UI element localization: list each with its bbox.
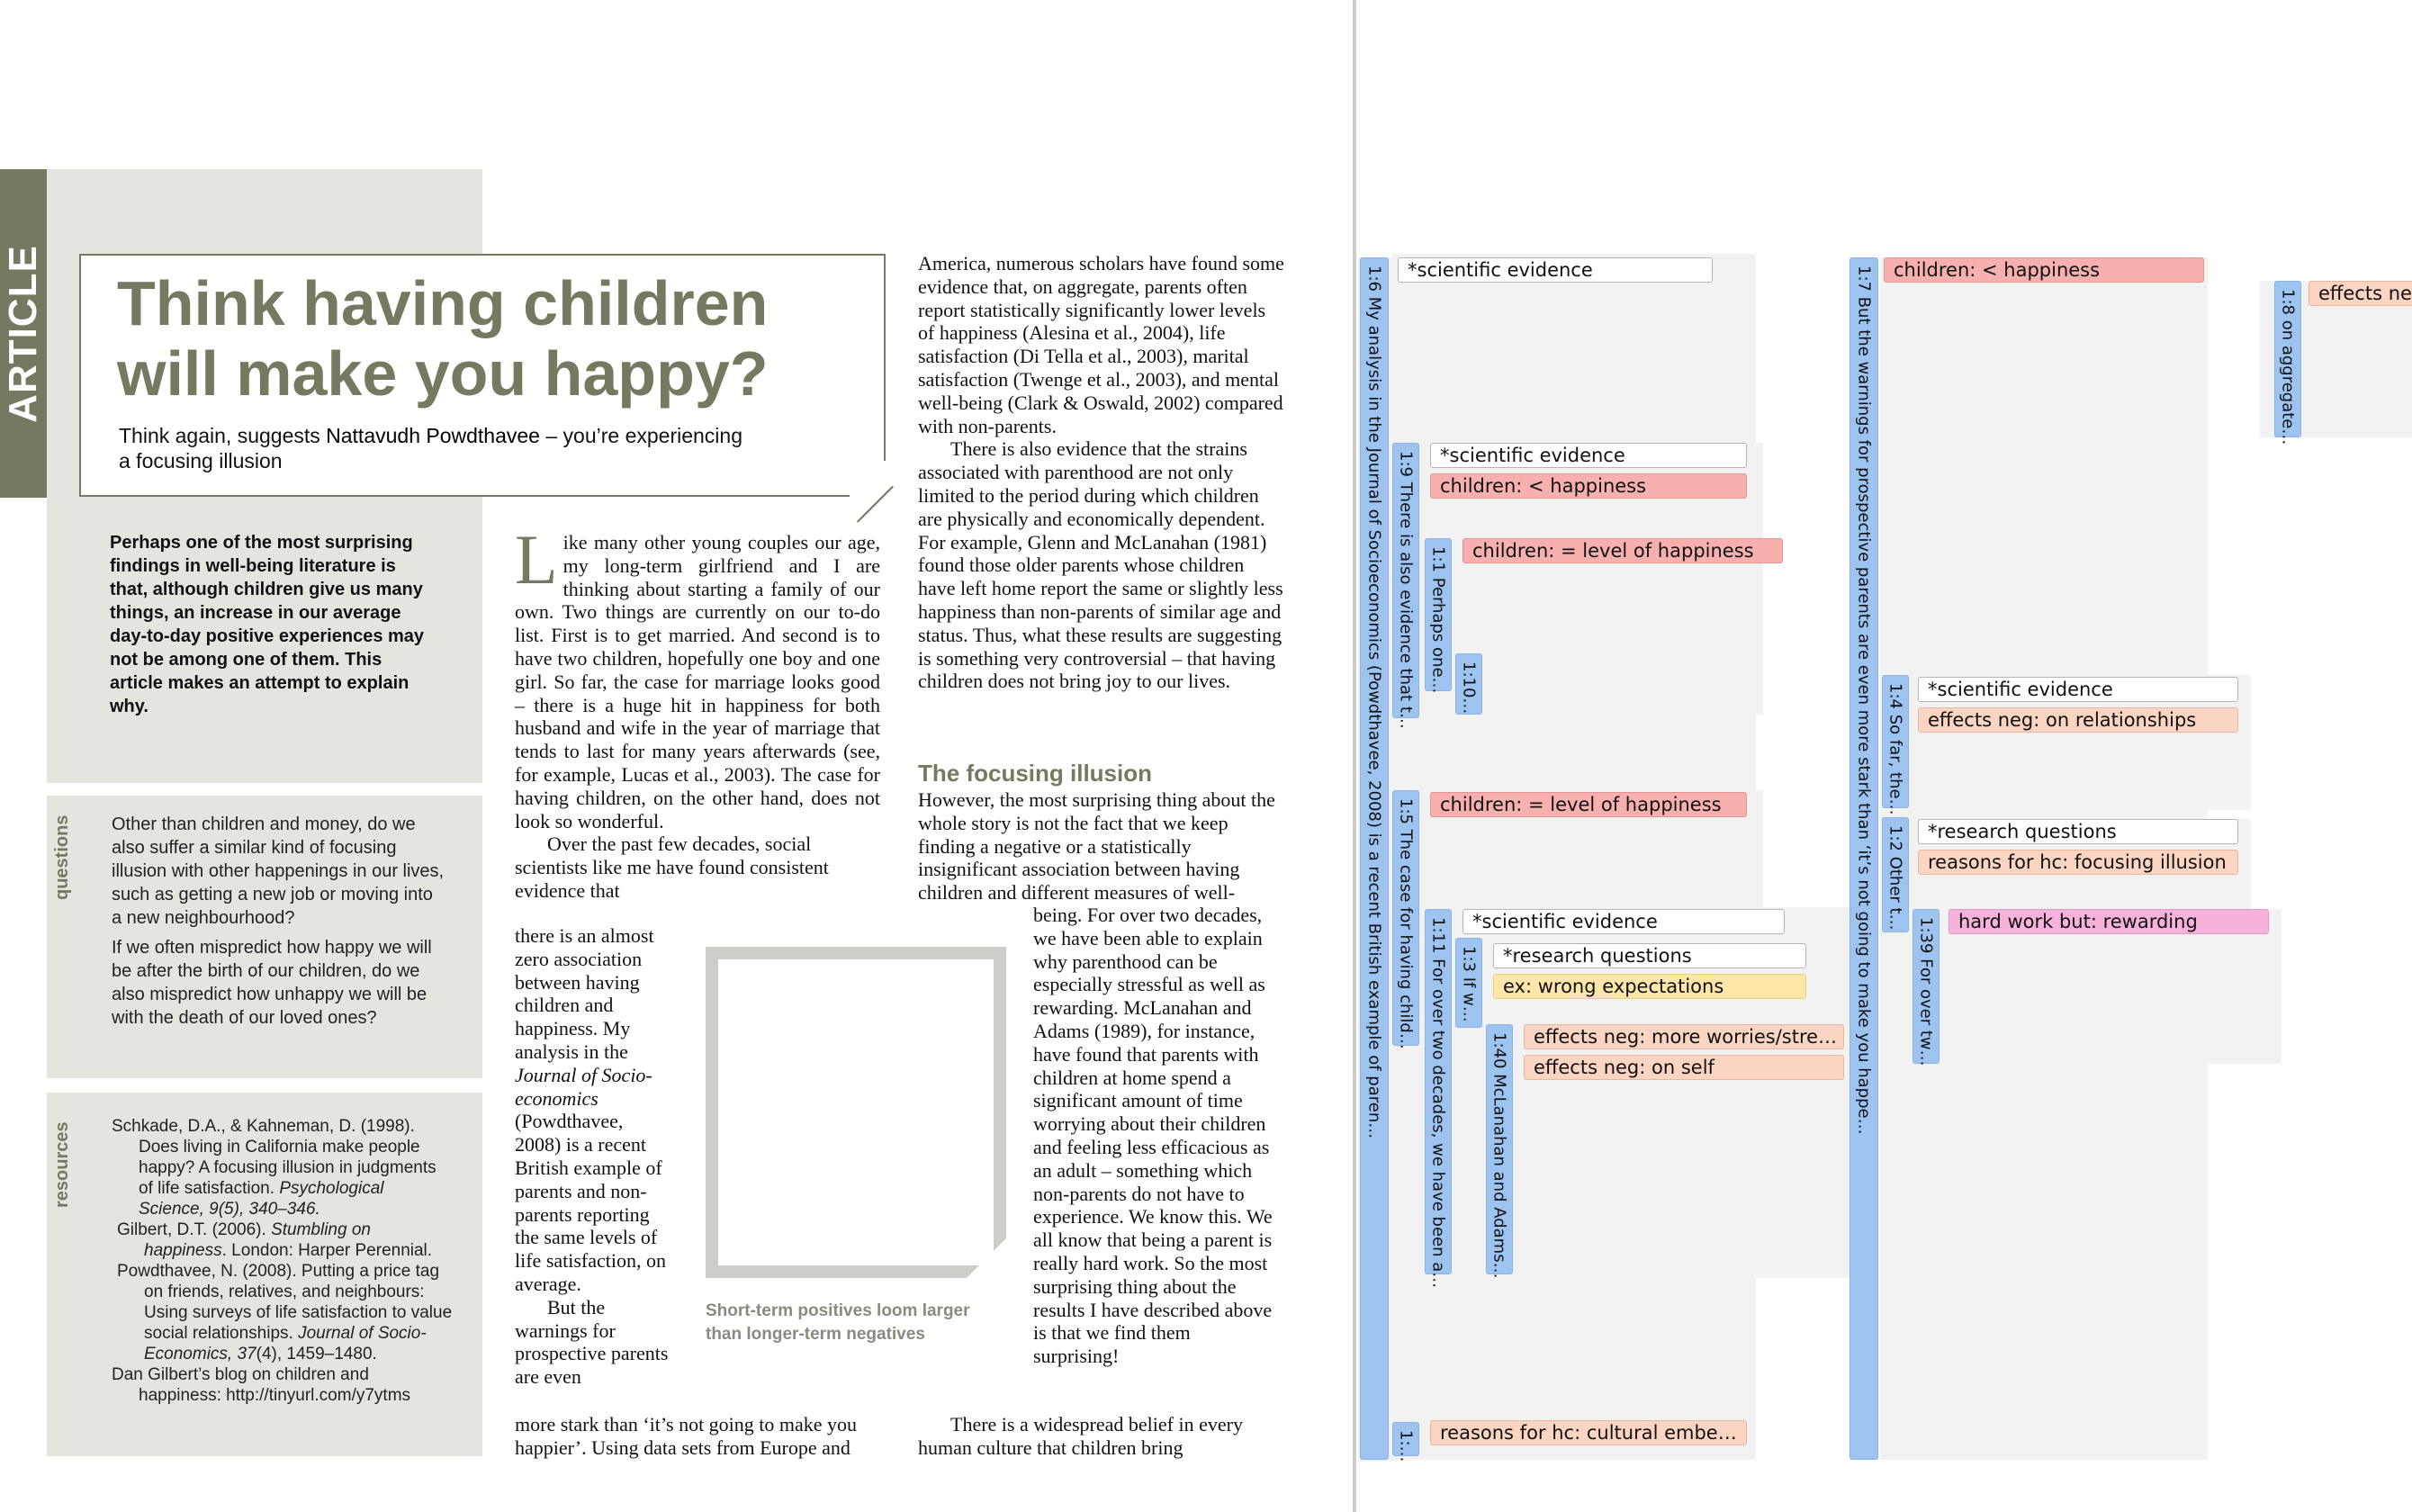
quote-label: 1:6 My analysis in the Journal of Socioeconomics (Powdthavee, 2008) is a recent British example of paren… [1364,266,1384,1139]
quote-label: 1:8 on aggregate… [2278,289,2298,446]
resource-4: Dan Gilbert’s blog on children and happiness: http://tinyurl.com/y7ytms [112,1365,411,1405]
article-subtitle [119,423,749,473]
code-tag[interactable]: children: = level of happiness [1462,538,1783,563]
intro-text: Perhaps one of the most surprising findings in well-being literature is that, although children give us many things, an increase in our average day-to-day positive experiences may not be among one of them. This article makes an attempt to explain why. [110,533,425,716]
column-1-bottom: more stark than ‘it’s not going to make you happier’. Using data sets from Europe and [515,1413,858,1459]
illustration-frame [706,947,1006,1278]
resource-3 [117,1261,454,1364]
quote-bar-1-11[interactable] [1425,909,1452,1289]
quote-label: 1:9 There is also evidence that t… [1396,451,1416,729]
resources-list [112,1116,454,1406]
resources-label: resources [52,1121,72,1208]
column-2-top [918,252,1285,693]
quote-label: 1:1 Perhaps one… [1428,546,1448,694]
code-tag[interactable]: *research questions [1918,819,2238,844]
quote-bar-1-39[interactable] [1912,909,1940,1064]
code-tag[interactable]: *scientific evidence [1462,909,1785,934]
article-tab-label: ARTICLE [1,244,45,423]
question-1: Other than children and money, do we also suffer a similar kind of focusing illusion with other happenings in our lives, such as getting a new job or moving into a new neighbourhood? [112,814,445,928]
resource-3-pages: (4), 1459–1480. [256,1345,377,1364]
column-1-narrow [515,924,673,1389]
resource-3-text: Powdthavee, N. (2008). Putting a price tag on friends, relatives, and neighbours: Using surveys of life satisfaction to value social relationships. [117,1262,453,1343]
code-tag[interactable]: children: < happiness [1884,257,2204,283]
column-2-narrow: being. For over two decades, we have been able to explain why parenthood can be especially stressful as well as rewarding. McLanahan and Adams (1989), for instance, have found that parents with children at home spend a significant amount of time worrying about their children and feeling less efficacious as an adult – something which non-parents do not have to experience. We know this. We all know that being a parent is really hard work. So the most surprising thing about the results I have described above is that we find them surprising! [1033,904,1273,1368]
quote-bar-1-1[interactable] [1425,538,1452,694]
resource-2-author: Gilbert, D.T. (2006). [117,1220,272,1239]
subtitle-pre: Think again, suggests [119,424,327,447]
quote-label: 1:10… [1459,662,1479,715]
quote-bar-1-6[interactable] [1360,257,1389,1460]
quote-label: 1:39 For over tw… [1916,917,1936,1066]
col1-narrow-text-3: But the warnings for prospective parents are even [515,1295,669,1389]
quote-label: 1:… [1396,1430,1416,1462]
subtitle-author: Nattavudh Powdthavee [326,424,540,447]
code-tag[interactable]: hard work but: rewarding [1948,909,2269,934]
resource-2-title: Stumbling on happiness [144,1220,371,1260]
title-line-1: Think having children [117,268,769,338]
code-tag[interactable]: effects ne [2308,281,2412,306]
quote-bar-1-3[interactable] [1455,938,1482,1028]
code-tag[interactable]: effects neg: on relationships [1918,707,2238,733]
article-title [117,268,855,409]
col2-para2: There is also evidence that the strains associated with parenthood are not only limited to the period during which children are physically and economically dependent. For example, Glenn and McLanahan (1981) found those older parents whose children have left home report the same or slightly less happiness than non-parents of similar age and status. Thus, what these results are suggesting is something very controversial – that having children does not bring joy to our lives. [918,437,1283,693]
title-line-2: will make you happy? [117,338,769,409]
quote-label: 1:7 But the warnings for prospective parents are even more stark than ‘it’s not going to make you happe… [1854,266,1874,1135]
code-tag[interactable]: ex: wrong expectations [1493,974,1806,999]
col1-para1: ike many other young couples our age, my long-term girlfriend and I are thinking about starting a family of our own. Two things are currently on our to-do list. First is to get married. And second is to have two children, hopefully one boy and one girl. So far, the case for marriage looks good – there is a huge hit in happiness for both husband and wife in the year of marriage that tends to last for many years afterwards (see, for example, Lucas et al., 2003). The case for having children, on the other hand, does not look so wonderful. [515,531,880,832]
code-tag[interactable]: *scientific evidence [1918,677,2238,702]
figure-caption: Short-term positives loom larger than longer-term negatives [706,1301,970,1344]
question-2: If we often mispredict how happy we will be after the birth of our children, do we also mispredict how unhappy we will be with the death of our loved ones? [112,938,432,1028]
title-box-corner [850,461,886,497]
resource-1-title: Does living in California make people happy? A focusing illusion in judgments of life satisfaction. [139,1138,436,1198]
col1-journal: Journal of Socio-economics [515,1063,652,1110]
questions-label: questions [52,814,72,900]
frame-corner-cut [967,1238,1006,1278]
quote-bar-1-4[interactable] [1882,675,1909,815]
quote-label: 1:2 Other t… [1886,825,1905,931]
code-tag[interactable]: effects neg: on self [1524,1055,1844,1080]
col2-para3: However, the most surprising thing about the whole story is not the fact that we keep finding a negative or a statistically insignificant association between having children and different measures of well- [918,788,1275,904]
quote-bar-1-7[interactable] [1850,257,1878,1460]
quote-bar-1-2[interactable] [1882,817,1909,932]
resource-2 [117,1220,454,1261]
resource-3-journal: Journal of Socio-Economics, 37 [144,1324,427,1364]
code-tag[interactable]: reasons for hc: focusing illusion [1918,850,2238,875]
quote-label: 1:11 For over two decades, we have been a… [1428,917,1448,1289]
col2-para1: America, numerous scholars have found some evidence that, on aggregate, parents often report statistically significantly lower levels of happiness (Alesina et al., 2004), life satisfaction (Di Tella et al., 2003), marital satisfaction (Twenge et al., 2003), and mental well-being (Clark & Oswald, 2002) compared with non-parents. [918,252,1284,437]
quote-bar-1-40[interactable] [1486,1024,1513,1279]
quote-label: 1:40 McLanahan and Adams… [1490,1032,1509,1279]
resource-1-journal: Psychological Science, 9(5), 340–346. [139,1179,384,1219]
code-tag[interactable]: reasons for hc: cultural embe… [1430,1420,1747,1445]
col1-narrow-text: there is an almost zero association between having children and happiness. My analysis in the [515,924,654,1063]
code-tag[interactable]: children: = level of happiness [1430,792,1747,817]
quote-bar-1-10[interactable] [1455,653,1482,715]
quote-bar-1-x[interactable] [1392,1422,1419,1462]
section-heading: The focusing illusion [918,760,1152,787]
quote-label: 1:3 If w… [1459,946,1479,1022]
quote-bar-1-9[interactable] [1392,443,1419,729]
resource-1-author: Schkade, D.A., & Kahneman, D. (1998). [112,1117,415,1136]
article-tab [0,169,47,498]
col1-narrow-text-2: (Powdthavee, 2008) is a recent British example of parents and non-parents reporting the same levels of life satisfaction, on average. [515,1110,667,1295]
code-tag[interactable]: *scientific evidence [1430,443,1747,468]
coding-margin-panel [1356,0,2412,1512]
group-box [1455,652,1760,715]
subtitle-post: – you’re experiencing a focusing illusion [119,424,742,472]
col1-para2: Over the past few decades, social scientists like me have found consistent evidence that [515,832,829,902]
quote-label: 1:4 So far, the… [1886,683,1905,815]
col2-bottom: There is a widespread belief in every human culture that children bring [918,1413,1243,1459]
quote-bar-1-5[interactable] [1392,790,1419,1049]
resource-1 [112,1116,454,1220]
code-tag[interactable]: *scientific evidence [1398,257,1713,283]
resource-2-publisher: . London: Harper Perennial. [221,1241,433,1260]
drop-cap: L [515,520,558,598]
code-tag[interactable]: *research questions [1493,943,1806,968]
quote-label: 1:5 The case for having child… [1396,798,1416,1049]
column-1-top [515,520,880,903]
code-tag[interactable]: effects neg: more worries/stre… [1524,1024,1844,1049]
quote-bar-1-8[interactable] [2274,281,2301,446]
code-tag[interactable]: children: < happiness [1430,473,1747,499]
